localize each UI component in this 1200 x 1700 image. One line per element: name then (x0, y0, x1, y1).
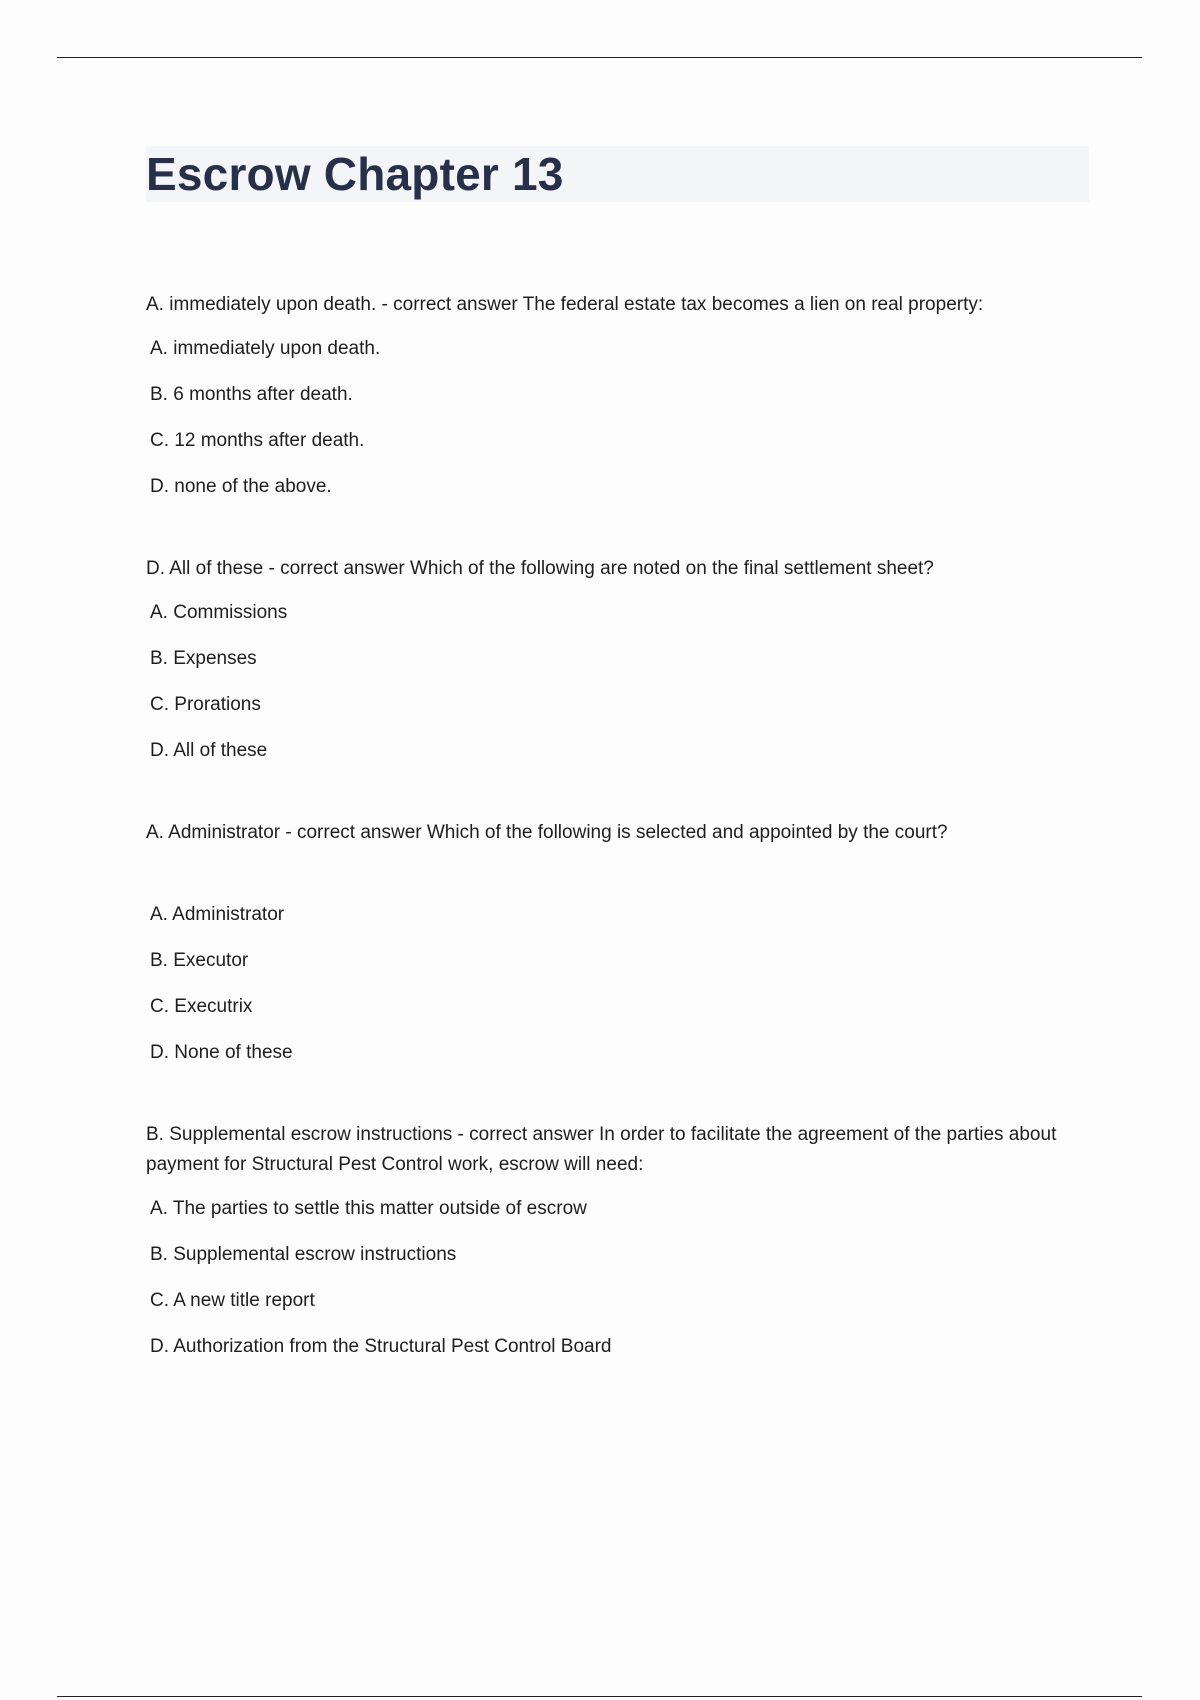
option-item: D. All of these (150, 740, 268, 761)
question-list (146, 290, 1086, 1370)
option-list (146, 590, 1086, 774)
option-item: C. A new title report (150, 1290, 315, 1311)
option-list (146, 892, 1086, 1076)
option-list (146, 326, 1086, 510)
option-item: B. 6 months after death. (150, 384, 353, 405)
option-item: A. The parties to settle this matter outside of escrow (150, 1198, 587, 1219)
question-block-2 (146, 554, 1086, 774)
question-block-3 (146, 818, 1086, 1076)
question-text: D. All of these - correct answer Which of the following are noted on the final settlement sheet? (146, 558, 934, 579)
option-item: B. Expenses (150, 648, 257, 669)
option-item: A. Commissions (150, 602, 288, 623)
option-item: A. Administrator (150, 904, 285, 925)
option-item: D. none of the above. (150, 476, 332, 497)
question-block-4 (146, 1120, 1086, 1370)
option-item: A. immediately upon death. (150, 338, 381, 359)
option-item: C. 12 months after death. (150, 430, 365, 451)
page-title: Escrow Chapter 13 (146, 148, 564, 200)
option-item: D. None of these (150, 1042, 293, 1063)
question-text: A. Administrator - correct answer Which of the following is selected and appointed by the court? (146, 822, 948, 843)
option-item: B. Executor (150, 950, 249, 971)
option-item: C. Executrix (150, 996, 253, 1017)
option-list (146, 1186, 1086, 1370)
option-item: B. Supplemental escrow instructions (150, 1244, 457, 1265)
question-block-1 (146, 290, 1086, 510)
top-rule (57, 57, 1142, 58)
bottom-rule (57, 1696, 1142, 1697)
option-item: C. Prorations (150, 694, 261, 715)
option-item: D. Authorization from the Structural Pest Control Board (150, 1336, 612, 1357)
question-text: B. Supplemental escrow instructions - correct answer In order to facilitate the agreement of the parties about payment for Structural Pest Control work, escrow will need: (146, 1124, 1057, 1175)
question-text: A. immediately upon death. - correct answer The federal estate tax becomes a lien on real property: (146, 294, 984, 315)
